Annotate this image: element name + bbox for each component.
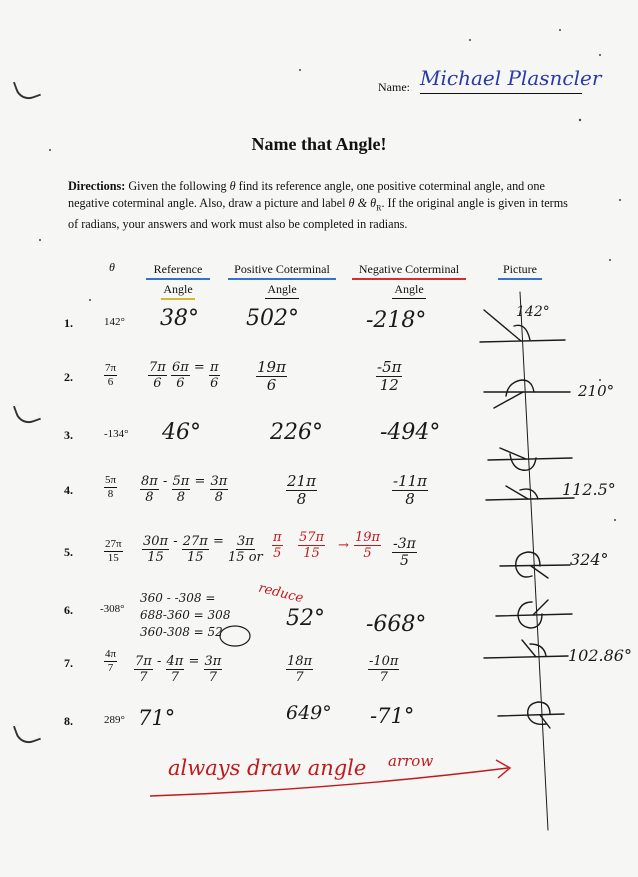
- picture-label: 210°: [578, 382, 615, 400]
- column-header-positive: Positive Coterminal Angle: [228, 260, 336, 299]
- student-name: Michael Plasncler: [420, 66, 582, 94]
- negative-coterminal: -218°: [366, 308, 427, 333]
- arrow-icon: →: [338, 538, 349, 553]
- directions-label: Directions:: [68, 179, 126, 193]
- positive-coterminal: 52°: [286, 606, 325, 631]
- negative-coterminal: $\frac{-3\pi}{5}$: [393, 536, 416, 569]
- row-number: 2.: [64, 370, 73, 384]
- reference-work: $\frac{7\pi}{6}$ $\frac{6\pi}{6}$ = $\frac{\pi}{6}$: [149, 360, 219, 391]
- reference-angle: 46°: [162, 420, 201, 445]
- directions-paragraph: Directions: Given the following θ find its reference angle, one positive coterminal angle, and one negative coterminal angle. Also, draw a picture and label θ & $\theta_R$. If the original angle is given in terms of radians, your answers and work must also be completed in radians.: [68, 179, 568, 232]
- terminal-side: [533, 600, 548, 615]
- row-number: 5.: [64, 545, 73, 559]
- column-header-picture: Picture: [498, 260, 542, 280]
- positive-coterminal: $\frac{21\pi}{8}$: [287, 472, 316, 508]
- x-axis: [488, 458, 572, 460]
- angle-arc: [516, 552, 540, 577]
- column-header-theta: θ: [109, 260, 115, 274]
- terminal-side: [540, 715, 550, 728]
- teacher-comment: always draw angle: [168, 756, 367, 780]
- page-title: Name that Angle!: [251, 134, 387, 154]
- angle-arc: [510, 454, 536, 470]
- row-number: 1.: [64, 316, 73, 330]
- negative-coterminal: -494°: [380, 420, 441, 445]
- given-angle: 142°: [104, 316, 125, 328]
- given-angle: 289°: [104, 714, 125, 726]
- terminal-side: [522, 640, 536, 657]
- given-angle: $\frac{5\pi}{8}$: [105, 474, 117, 500]
- x-axis: [500, 565, 570, 566]
- vertical-axis: [520, 292, 548, 830]
- x-axis: [484, 656, 568, 658]
- picture-label: 324°: [570, 550, 609, 569]
- simplified-positive: $\frac{19\pi}{5}$: [355, 530, 381, 561]
- terminal-side: [531, 566, 548, 578]
- reference-angle: 71°: [138, 706, 176, 730]
- positive-coterminal: 226°: [270, 420, 323, 445]
- row-number: 7.: [64, 656, 73, 670]
- row-number: 3.: [64, 428, 73, 442]
- negative-coterminal: -71°: [370, 704, 415, 728]
- negative-coterminal: $\frac{-11\pi}{8}$: [393, 472, 428, 508]
- positive-coterminal: $\frac{57\pi}{15}$: [299, 530, 325, 561]
- column-header-negative: Negative Coterminal Angle: [352, 260, 466, 299]
- reference-work: $\frac{30\pi}{15}$ - $\frac{27\pi}{15}$ = $\frac{3\pi}{15 or}$: [143, 534, 263, 565]
- teacher-reduce-note: reduce: [256, 580, 305, 607]
- column-header-reference: Reference Angle: [146, 260, 210, 300]
- angle-arc: [520, 489, 538, 499]
- teacher-comment-arrow: arrow: [388, 752, 434, 770]
- reference-work: 360 - -308 = 688-360 = 308 360-308 = 52: [140, 591, 231, 639]
- row-number: 8.: [64, 714, 73, 728]
- given-angle: $\frac{27\pi}{15}$: [105, 538, 122, 564]
- picture-label: 112.5°: [562, 480, 616, 499]
- positive-coterminal: 502°: [246, 306, 299, 331]
- terminal-side: [500, 448, 526, 459]
- terminal-side: [494, 392, 523, 408]
- negative-coterminal: -668°: [366, 612, 427, 637]
- reference-work: $\frac{7\pi}{7}$ - $\frac{4\pi}{7}$ = $\frac{3\pi}{7}$: [135, 654, 222, 685]
- reference-work: $\frac{8\pi}{8}$ - $\frac{5\pi}{8}$ = $\frac{3\pi}{8}$: [141, 474, 228, 505]
- negative-coterminal: $\frac{-10\pi}{7}$: [369, 654, 399, 685]
- given-angle: $\frac{4\pi}{7}$: [105, 648, 117, 674]
- given-angle: -308°: [100, 603, 125, 615]
- positive-coterminal: $\frac{18\pi}{7}$: [287, 654, 313, 685]
- reference-angle: 38°: [160, 306, 199, 331]
- simplified-reference: $\frac{\pi}{5}$: [273, 530, 282, 561]
- picture-label: 142°: [516, 304, 550, 320]
- row-number: 4.: [64, 483, 73, 497]
- row-number: 6.: [64, 603, 73, 617]
- picture-label: 102.86°: [568, 646, 632, 665]
- x-axis: [480, 340, 565, 342]
- positive-coterminal: $\frac{19\pi}{6}$: [257, 358, 286, 394]
- name-label: Name:: [378, 80, 410, 94]
- arrow-icon: [150, 760, 510, 796]
- positive-coterminal: 649°: [286, 702, 332, 724]
- x-axis: [486, 498, 574, 500]
- given-angle: $\frac{7\pi}{6}$: [105, 362, 117, 388]
- angle-arc: [530, 644, 546, 656]
- x-axis: [498, 714, 564, 716]
- negative-coterminal: $\frac{-5\pi}{12}$: [377, 358, 402, 394]
- angle-arc: [528, 702, 550, 724]
- given-angle: -134°: [104, 428, 129, 440]
- terminal-side: [506, 486, 528, 499]
